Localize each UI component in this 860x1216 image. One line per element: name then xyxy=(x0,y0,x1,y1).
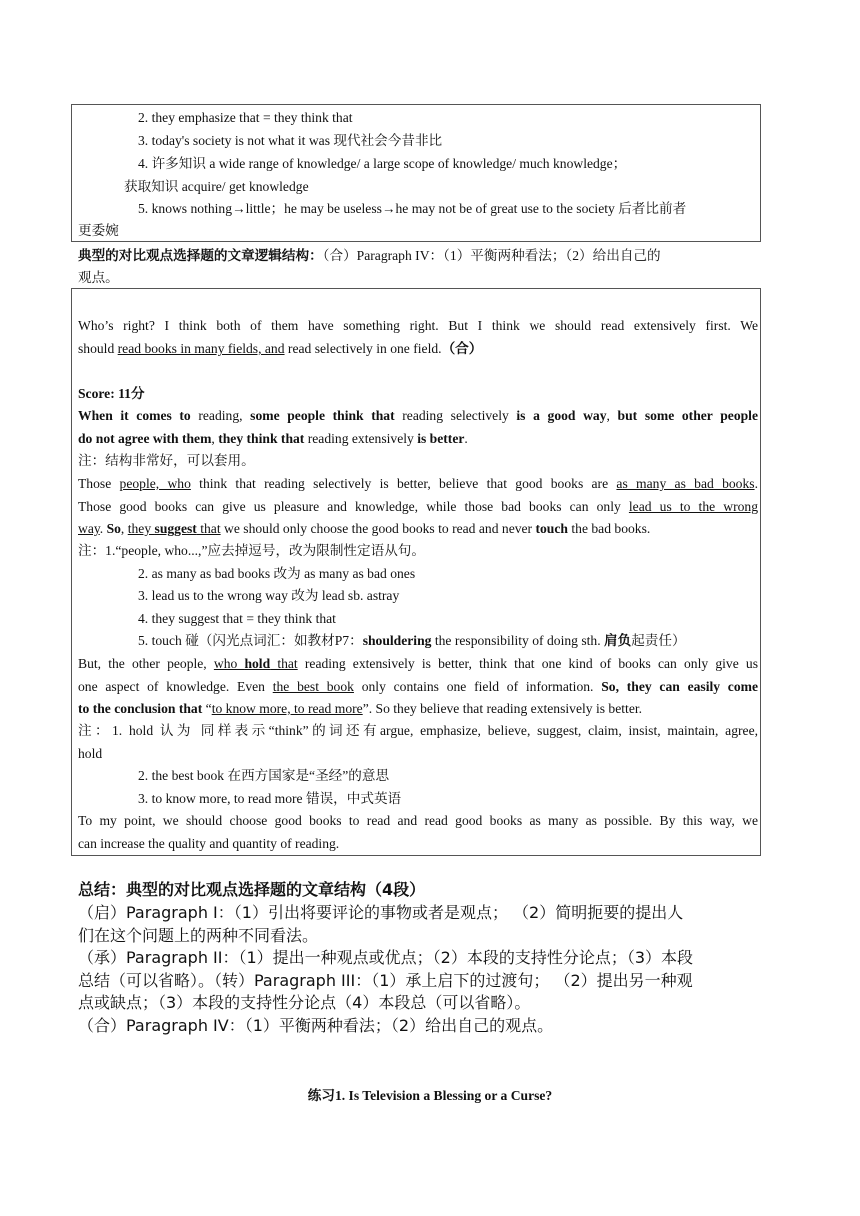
essay-line: can increase the quality and quantity of reading. xyxy=(78,836,340,851)
note-line: 4. they suggest that = they think that xyxy=(138,611,336,626)
underlined-text: who xyxy=(213,656,245,671)
structure-heading xyxy=(78,246,758,266)
text-span: reading, xyxy=(190,408,251,423)
bold-text: they think that xyxy=(218,431,305,446)
note-line: 2. as many as bad books 改为 as many as bad ones xyxy=(138,566,416,581)
text-span: reading extensively is better, think that one kind of books can only give us xyxy=(297,656,758,671)
text-span: , xyxy=(606,408,618,423)
bold-text: touch xyxy=(535,521,568,536)
text-span: . xyxy=(99,521,107,536)
note-line: 3. lead us to the wrong way 改为 lead sb. astray xyxy=(138,588,400,603)
note-line xyxy=(138,631,758,651)
text-span: think that reading selectively is better, believe that good books are xyxy=(190,476,617,491)
note-line: 4. 许多知识 a wide range of knowledge/ a large scope of knowledge/ much knowledge； xyxy=(138,156,627,171)
bold-text: is better xyxy=(417,431,465,446)
underlined-text: the best book xyxy=(272,679,354,694)
bold-text: When it comes to xyxy=(78,408,191,423)
text-span: Those xyxy=(78,476,120,491)
essay-line xyxy=(78,429,758,449)
underlined-text: way xyxy=(78,521,100,536)
text-span: reading selectively xyxy=(394,408,517,423)
text-span: reading extensively xyxy=(304,431,418,446)
bold-text: to the conclusion that xyxy=(78,701,203,716)
underlined-text: lead us to the wrong xyxy=(628,499,758,514)
heading-rest: （合）Paragraph IV：（1）平衡两种看法；（2）给出自己的 xyxy=(322,248,661,263)
essay-line xyxy=(78,519,758,539)
essay-line xyxy=(78,677,758,697)
note-line: 3. to know more, to read more 错误，中式英语 xyxy=(138,791,402,806)
underlined-text: they xyxy=(127,521,155,536)
note-line: 注：1. hold 认为 同样表示“think”的词还有argue, emphasize, believe, suggest, claim, insist, maintain, agree, xyxy=(78,723,758,738)
summary-line: （启）Paragraph I：（1）引出将要评论的事物或者是观点； （2）简明扼要的提出人 xyxy=(78,903,684,922)
note-line: 更委婉 xyxy=(78,223,119,238)
note-line: hold xyxy=(78,746,103,761)
summary-line: （合）Paragraph IV：（1）平衡两种看法；（2）给出自己的观点。 xyxy=(78,1016,554,1035)
structure-heading-line2: 观点。 xyxy=(78,270,119,285)
underlined-text: to know more, to read more xyxy=(211,701,363,716)
essay-line xyxy=(78,654,758,674)
note-line: 2. the best book 在西方国家是“圣经”的意思 xyxy=(138,768,390,783)
summary-line: 总结（可以省略）。（转）Paragraph III：（1）承上启下的过渡句； （2）提出另一种观 xyxy=(78,971,693,990)
essay-line xyxy=(78,406,758,426)
underlined-bold-text: hold xyxy=(244,656,271,671)
note-line: 3. today's society is not what it was 现代社会今昔非比 xyxy=(138,133,443,148)
text-span: one aspect of knowledge. Even xyxy=(78,679,273,694)
bold-text: some people think that xyxy=(250,408,395,423)
note-line: 2. they emphasize that = they think that xyxy=(138,110,353,125)
bold-text: （合） xyxy=(441,341,483,356)
essay-line: Who’s right? I think both of them have something right. But I think we should read extensively first. We xyxy=(78,318,758,333)
underlined-text: that xyxy=(270,656,298,671)
essay-line xyxy=(78,339,758,359)
text-span: Those good books can give us pleasure and knowledge, while those bad books can only xyxy=(78,499,629,514)
text-span: 5. touch 碰（闪光点词汇：如教材P7： xyxy=(138,633,363,648)
text-span: should xyxy=(78,341,118,356)
note-line: 注：结构非常好，可以套用。 xyxy=(78,453,255,468)
bold-text: is a good way xyxy=(516,408,607,423)
essay-line: To my point, we should choose good books to read and read good books as many as possible. By this way, we xyxy=(78,813,758,828)
summary-title: 总结：典型的对比观点选择题的文章结构（4段） xyxy=(78,880,426,899)
bold-text: 肩负 xyxy=(604,633,632,648)
essay-line xyxy=(78,497,758,517)
bold-text: So xyxy=(106,521,121,536)
exercise-title: 练习1. Is Television a Blessing or a Curse? xyxy=(307,1088,553,1103)
bold-text: So, they can easily come xyxy=(601,679,758,694)
text-span: the bad books. xyxy=(567,521,651,536)
text-span: “ xyxy=(202,701,212,716)
underlined-text: read books in many fields, and xyxy=(117,341,285,356)
text-span: 起责任） xyxy=(631,633,686,648)
text-span: the responsibility of doing sth. xyxy=(431,633,604,648)
text-span: , xyxy=(120,521,128,536)
text-span: we should only choose the good books to read and never xyxy=(220,521,536,536)
score-label: Score: 11分 xyxy=(78,386,145,401)
text-span: ”. So they believe that reading extensively is better. xyxy=(362,701,643,716)
summary-line: 们在这个问题上的两种不同看法。 xyxy=(78,926,319,945)
summary-line: （承）Paragraph II：（1）提出一种观点或优点；（2）本段的支持性分论点；（3）本段 xyxy=(78,948,694,967)
note-line: 注：1.“people, who...,”应去掉逗号，改为限制性定语从句。 xyxy=(78,543,425,558)
underlined-text: as many as bad books xyxy=(616,476,755,491)
text-span: read selectively in one field. xyxy=(284,341,442,356)
note-line: 5. knows nothing→little；he may be useless→he may not be of great use to the society 后者比前者 xyxy=(138,201,687,216)
text-span: . xyxy=(754,476,758,491)
text-span: . xyxy=(464,431,468,446)
underlined-text: people, who xyxy=(119,476,191,491)
bold-text: shouldering xyxy=(362,633,432,648)
essay-line xyxy=(78,474,758,494)
underlined-bold-text: suggest xyxy=(154,521,197,536)
text-span: only contains one field of information. xyxy=(353,679,602,694)
summary-line: 点或缺点；（3）本段的支持性分论点（4）本段总（可以省略）。 xyxy=(78,993,531,1012)
text-span: But, the other people, xyxy=(78,656,214,671)
bold-text: do not agree with them xyxy=(78,431,212,446)
essay-line xyxy=(78,699,758,719)
underlined-text: that xyxy=(196,521,221,536)
heading-bold: 典型的对比观点选择题的文章逻辑结构： xyxy=(78,248,323,263)
text-span: , xyxy=(211,431,219,446)
note-line: 获取知识 acquire/ get knowledge xyxy=(124,179,309,194)
bold-text: but some other people xyxy=(617,408,758,423)
